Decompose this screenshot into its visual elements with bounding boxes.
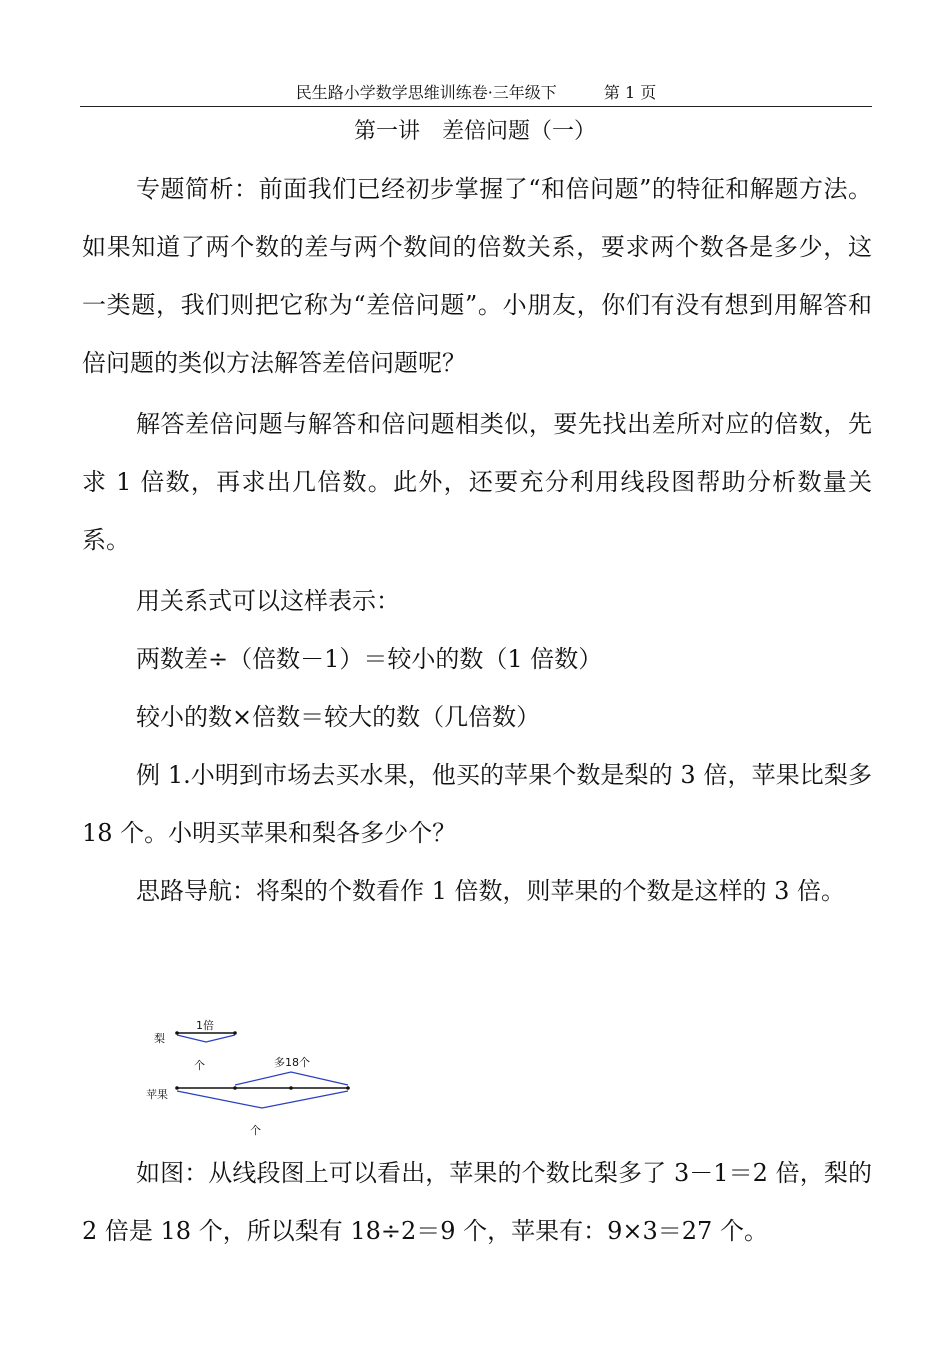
page-number: 第 1 页 <box>603 83 657 102</box>
line-segment-diagram <box>140 1012 380 1140</box>
apple-end-dot <box>346 1086 350 1090</box>
header-text: 民生路小学数学思维训练卷·三年级下 <box>295 83 557 102</box>
thinking-guide: 思路导航：将梨的个数看作 1 倍数，则苹果的个数是这样的 3 倍。 <box>136 877 846 905</box>
pear-label: 梨 <box>154 1032 165 1045</box>
lesson-body <box>82 160 872 920</box>
lesson-title: 第一讲 差倍问题（一） <box>353 119 596 144</box>
pear-brace <box>177 1035 235 1042</box>
apple-brace <box>177 1091 348 1108</box>
formula-2: 较小的数×倍数＝较大的数（几倍数） <box>136 703 541 731</box>
method-paragraph: 解答差倍问题与解答和倍问题相类似，要先找出差所对应的倍数，先求 1 倍数，再求出几倍数。此外，还要充分利用线段图帮助分析数量关系。 <box>82 410 872 554</box>
apple-start-dot <box>175 1086 179 1090</box>
more-brace <box>235 1072 348 1085</box>
apple-label: 苹果 <box>146 1088 168 1101</box>
pear-unit-label: 个 <box>194 1059 205 1072</box>
solution-1: 如图：从线段图上可以看出，苹果的个数比梨多了 3－1＝2 倍，梨的 2 倍是 18 个，所以梨有 18÷2＝9 个，苹果有：9×3＝27 个。 <box>82 1159 872 1245</box>
solution-section <box>82 1144 872 1260</box>
page-header <box>80 82 872 107</box>
one-times-label: 1倍 <box>196 1019 214 1032</box>
example-1: 例 1.小明到市场去买水果，他买的苹果个数是梨的 3 倍，苹果比梨多 18 个。小明买苹果和梨各多少个？ <box>82 761 872 847</box>
diagram-svg <box>140 1012 380 1140</box>
apple-dot-2 <box>289 1086 293 1090</box>
relation-intro: 用关系式可以这样表示： <box>136 587 400 615</box>
pear-end-dot <box>233 1031 237 1035</box>
pear-start-dot <box>175 1031 179 1035</box>
topic-analysis-paragraph: 专题简析：前面我们已经初步掌握了“和倍问题”的特征和解题方法。如果知道了两个数的差与两个数间的倍数关系，要求两个数各是多少，这一类题，我们则把它称为“差倍问题”。小朋友，你们有没有想到用解答和倍问题的类似方法解答差倍问题呢？ <box>82 175 872 377</box>
apple-unit-label: 个 <box>250 1124 261 1137</box>
more-label: 多18个 <box>274 1056 310 1069</box>
formula-1: 两数差÷（倍数－1）＝较小的数（1 倍数） <box>136 645 603 673</box>
apple-dot-1 <box>233 1086 237 1090</box>
